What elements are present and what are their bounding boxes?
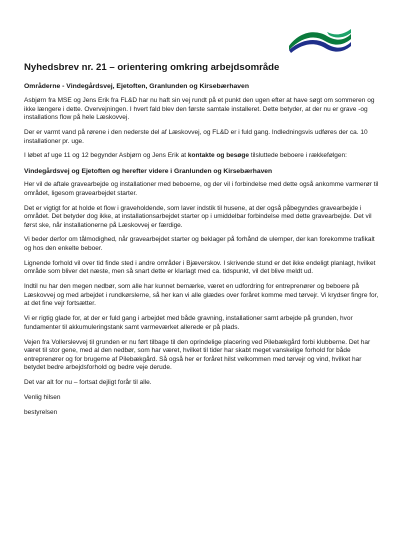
paragraph: Asbjørn fra MSE og Jens Erik fra FL&D har nu haft sin vej rundt på et punkt den ugen efter at have søgt om sommeren og ikke længere i dette. Overvejningen. I hvert fald blev den første samtale installeret. Dette betyder, at der nu er grave -og installations flow på hele Læskovvej.	[24, 97, 375, 122]
paragraph: Der er varmt vand på rørene i den nederste del af Læskovvej, og FL&D er i fuld gang. Indledningsvis udføres der ca. 10 installationer pr. uge.	[24, 128, 368, 145]
paragraph: Her vil de aftale gravearbejde og installationer med beboerne, og der vil i forbindelse med dette også ankomme varmerør til området, ligesom gravearbejdet starter.	[24, 181, 379, 197]
areas-heading: Områderne - Vindegårdsvej, Ejetoften, Granlunden og Kirsebærhaven	[24, 83, 249, 90]
page-title: Nyhedsbrev nr. 21 – orientering omkring arbejdsområde	[24, 62, 280, 73]
logo	[287, 26, 353, 54]
text: I løbet af uge 11 og 12 begynder Asbjørn og Jens Erik at	[24, 152, 188, 160]
paragraph: Det er vigtigt for at holde et flow i graveholdende, som laver indstik til husene, at der også påbegyndes gravearbejde i området. Det betyder dog ikke, at installationsarbejdet starter op i umiddelbar forbindelse med dette gravearbejde. Det vil først ske, når installationerne på Læskovvej er færdige.	[24, 204, 372, 229]
paragraph: Indtil nu har den megen nedbør, som alle har kunnet bemærke, været en udfordring for entreprenører og beboere på Læskovvej og med arbejdet i rundkørslerne, så her kan vi alle glædes over foråret komme med tørvejr. Vi krydser fingre for, at det fine vejr fortsætter.	[24, 283, 379, 308]
newsletter-body	[24, 62, 380, 423]
signature: bestyrelsen	[24, 408, 58, 416]
paragraph: Det var alt for nu – fortsat dejligt forår til alle.	[24, 379, 152, 387]
emphasis: kontakte og besøge	[187, 152, 249, 160]
paragraph	[24, 152, 380, 161]
paragraph: Vejen fra Vollerslevvej til grunden er nu ført tilbage til den oprindelige placering ved Pilebækgård forbi klubberne. Det har været til stor gene, med al den nedbør, som har været, hvilket til tider har skabt meget vanskelige forhold for både entreprenører og for brugerne af Pilebækgård. Så også her er foråret hilst velkommen med tørvejr og vind, hvilket har betydet bedre arbejdsforhold og bedre veje derude.	[24, 338, 371, 372]
closing: Venlig hilsen	[24, 393, 61, 401]
order-heading: Vindegårdsvej og Ejetoften og herefter videre i Granlunden og Kirsebærhaven	[24, 168, 273, 176]
paragraph: Vi beder derfor om tålmodighed, når gravearbejdet starter og beklager på forhånd de ulemper, der kan forekomme trafikalt og hos den enkelte beboer.	[24, 236, 375, 253]
paragraph: Vi er rigtig glade for, at der er fuld gang i arbejdet med både gravning, installationer samt arbejde på grunden, hvor fundamenter til akkumuleringstank samt varmeværket allerede er på plads.	[24, 315, 353, 331]
paragraph: Lignende forhold vil over tid finde sted i andre områder i Bjæverskov. I skrivende stund er det ikke endeligt planlagt, hvilket område som bliver det næste, men så snart dette er klarlagt med ca. tidspunkt, vil det blive meldt ud.	[24, 259, 376, 276]
text: tilsluttede beboere i rækkefølgen:	[248, 152, 347, 160]
